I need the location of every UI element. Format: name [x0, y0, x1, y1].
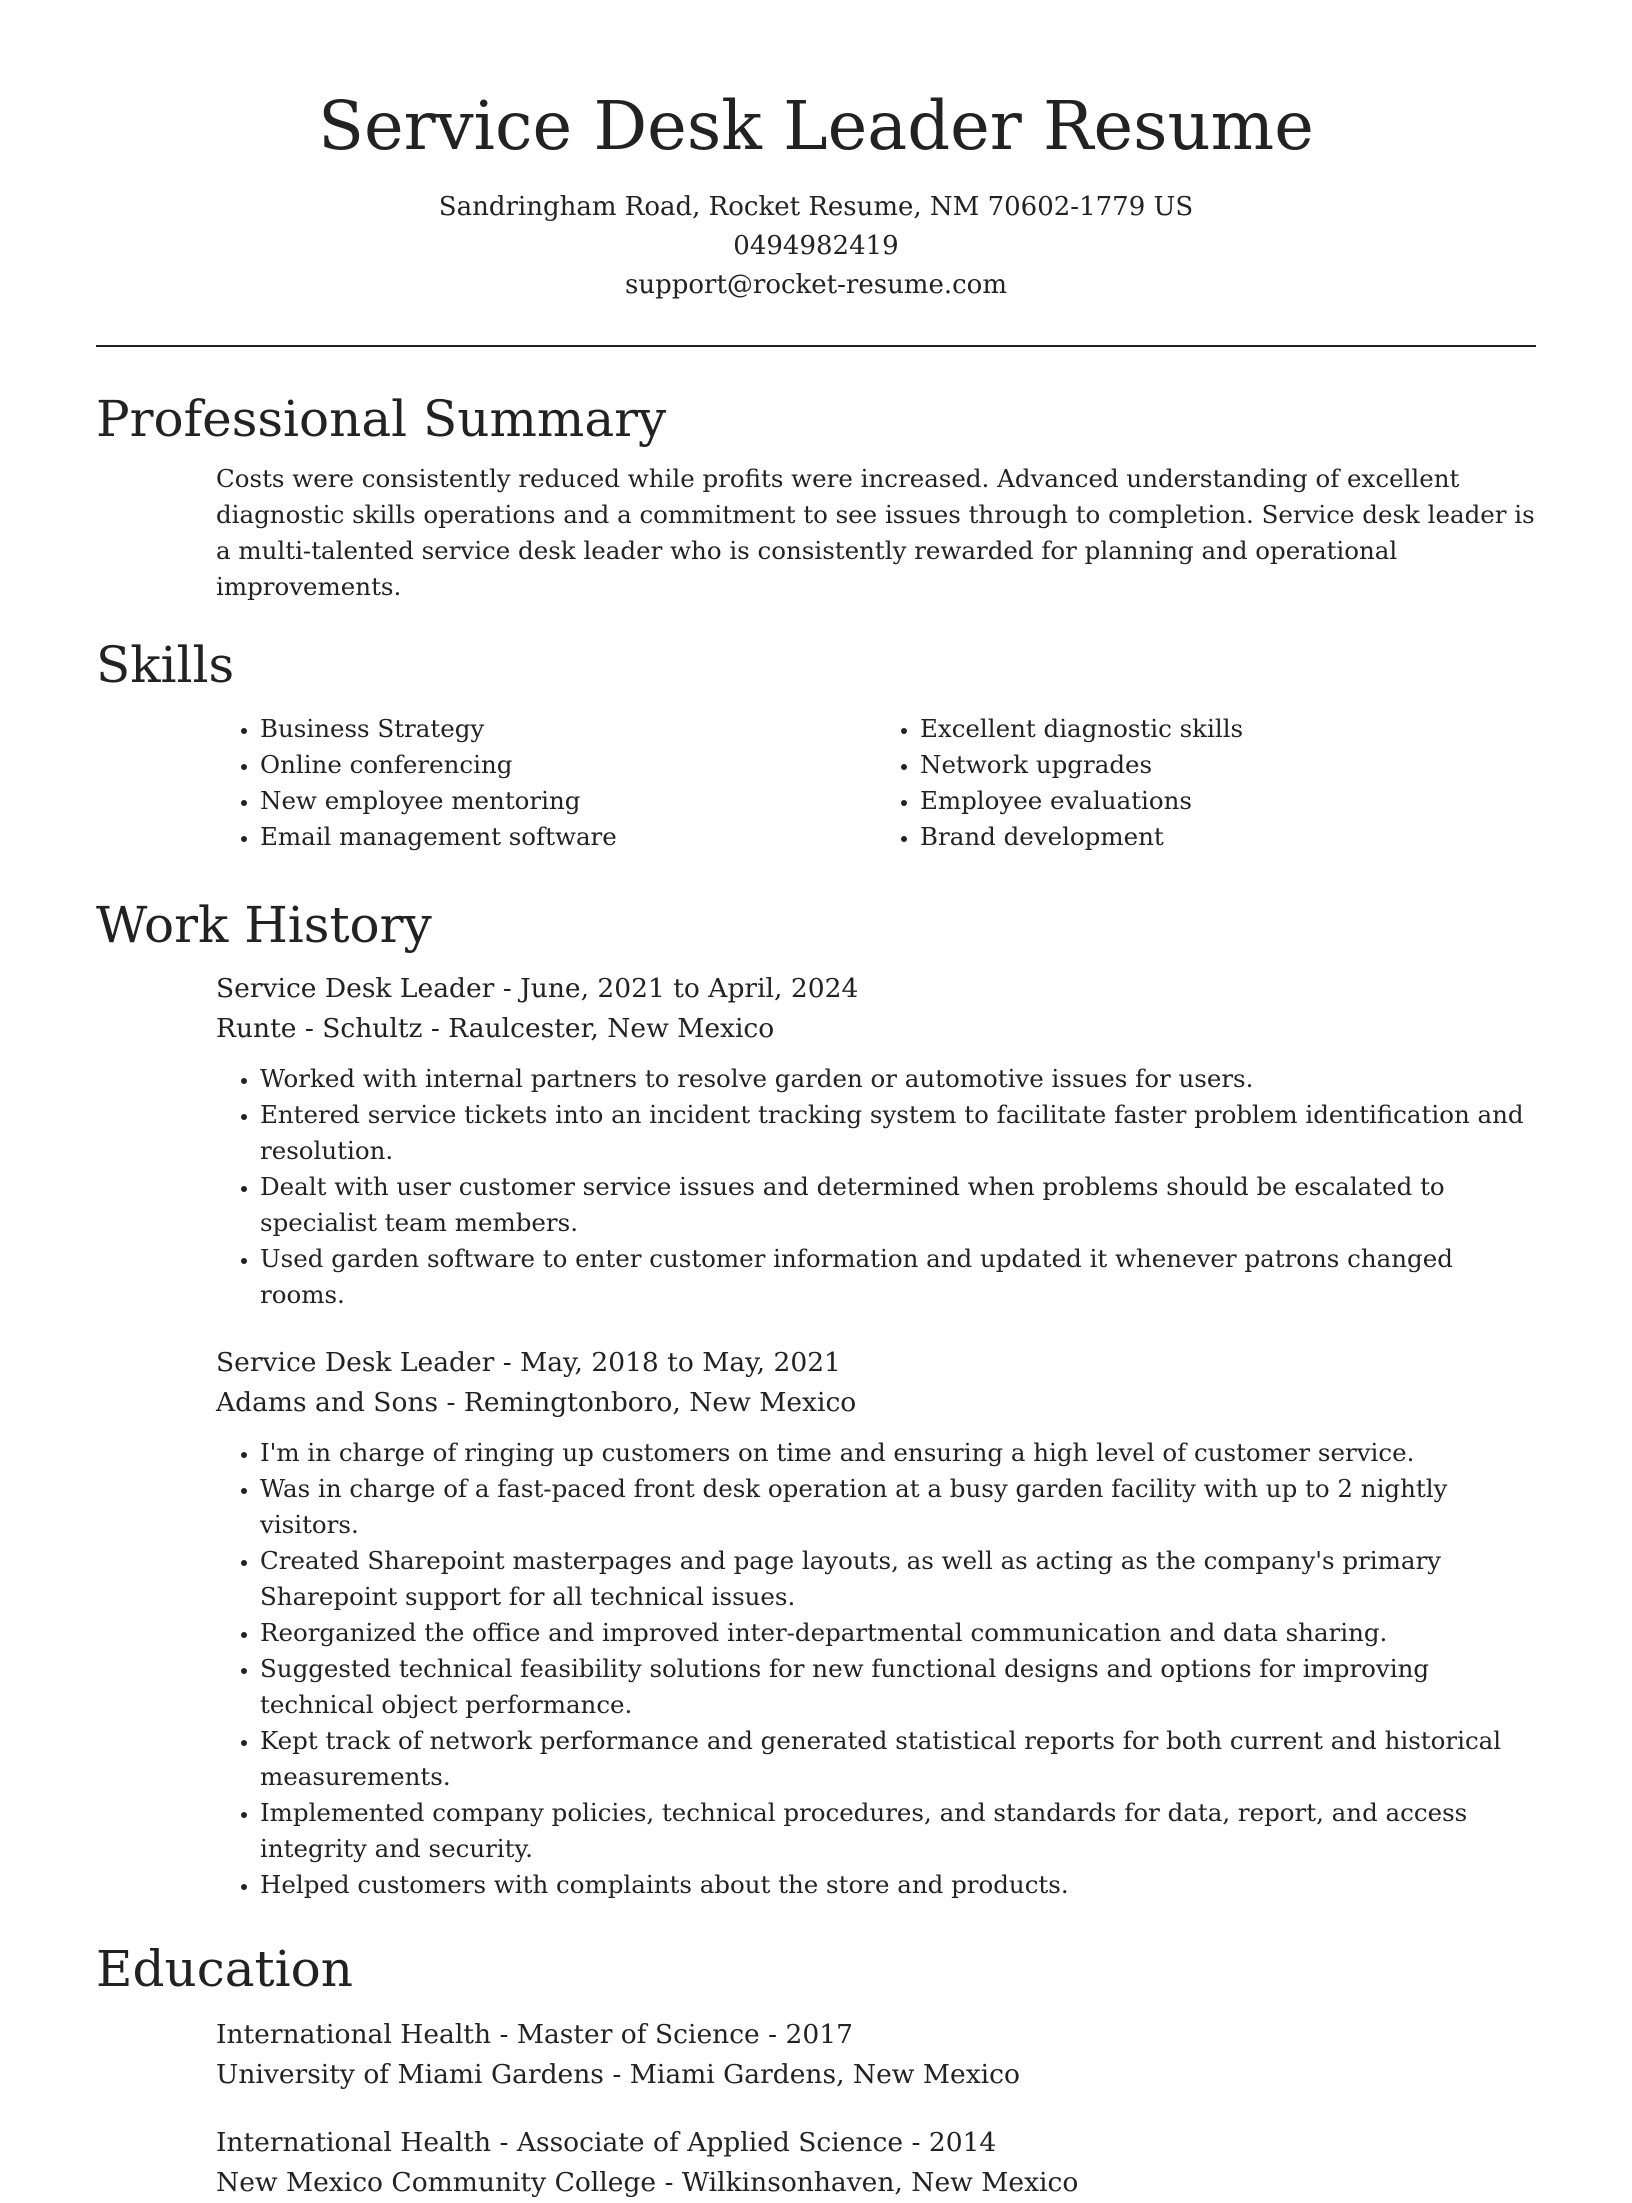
education-degree: Associate of Applied Science	[516, 2127, 904, 2158]
education-entry	[216, 2123, 1536, 2203]
summary-text: Costs were consistently reduced while profits were increased. Advanced understanding of excellent diagnostic skills operations and a commitment to see issues through to completion. Service desk leader is a multi-talented service desk leader who is consistently rewarded for planning and operational improvements.	[216, 464, 1535, 601]
skill-item: • Excellent diagnostic skills	[920, 711, 1536, 747]
job-company: Adams and Sons	[216, 1387, 439, 1418]
email-text: support@rocket-resume.com	[624, 270, 1007, 300]
header-divider	[96, 345, 1536, 347]
education-entry	[216, 2015, 1536, 2095]
job-bullet: • Used garden software to enter customer information and updated it whenever patrons changed rooms.	[260, 1241, 1536, 1313]
job-location: Raulcester, New Mexico	[448, 1013, 775, 1044]
job-bullet: • Kept track of network performance and generated statistical reports for both current and historical measurements.	[260, 1723, 1536, 1795]
job-bullets	[216, 1435, 1536, 1903]
job-bullet: • Implemented company policies, technical procedures, and standards for data, report, and access integrity and security.	[260, 1795, 1536, 1867]
job-title-line: Service Desk Leader - June, 2021 to April, 2024	[216, 973, 859, 1004]
skill-item: • Email management software	[260, 819, 876, 855]
job-bullet: • Worked with internal partners to resolve garden or automotive issues for users.	[260, 1061, 1536, 1097]
contact-block	[96, 188, 1536, 305]
job-bullet: • I'm in charge of ringing up customers on time and ensuring a high level of customer service.	[260, 1435, 1536, 1471]
education-field: International Health	[216, 2019, 492, 2050]
education-year: 2014	[928, 2127, 997, 2158]
school-line: University of Miami Gardens - Miami Gardens, New Mexico	[216, 2059, 1020, 2090]
summary-section	[96, 387, 1536, 605]
job-bullets	[216, 1061, 1536, 1313]
job-company: Runte - Schultz	[216, 1013, 423, 1044]
skill-item: • Online conferencing	[260, 747, 876, 783]
school-line: New Mexico Community College - Wilkinsonhaven, New Mexico	[216, 2167, 1079, 2198]
job-role: Service Desk Leader	[216, 1347, 495, 1378]
address-text: Sandringham Road, Rocket Resume, NM 70602-1779 US	[438, 192, 1194, 222]
education-degree: Master of Science	[516, 2019, 760, 2050]
skills-column-right	[876, 711, 1536, 855]
job-dates: June, 2021 to April, 2024	[520, 973, 859, 1004]
work-history-heading: Work History	[96, 896, 432, 954]
education-school: University of Miami Gardens	[216, 2059, 604, 2090]
job-bullet: • Created Sharepoint masterpages and page layouts, as well as acting as the company's primary Sharepoint support for all technical issues.	[260, 1543, 1536, 1615]
job-bullet: • Entered service tickets into an incident tracking system to facilitate faster problem identification and resolution.	[260, 1097, 1536, 1169]
skill-item: • Network upgrades	[920, 747, 1536, 783]
education-location: Miami Gardens, New Mexico	[629, 2059, 1020, 2090]
job-company-line: Adams and Sons - Remingtonboro, New Mexico	[216, 1387, 857, 1418]
degree-line: International Health - Master of Science - 2017	[216, 2019, 853, 2050]
skill-item: • New employee mentoring	[260, 783, 876, 819]
skill-item: • Brand development	[920, 819, 1536, 855]
job-location: Remingtonboro, New Mexico	[463, 1387, 857, 1418]
skill-item: • Business Strategy	[260, 711, 876, 747]
degree-line: International Health - Associate of Applied Science - 2014	[216, 2127, 997, 2158]
job-company-line: Runte - Schultz - Raulcester, New Mexico	[216, 1013, 775, 1044]
skill-item: • Employee evaluations	[920, 783, 1536, 819]
job-dates: May, 2018 to May, 2021	[520, 1347, 841, 1378]
education-school: New Mexico Community College	[216, 2167, 657, 2198]
education-year: 2017	[785, 2019, 853, 2050]
job-bullet: • Was in charge of a fast-paced front desk operation at a busy garden facility with up to 2 nightly visitors.	[260, 1471, 1536, 1543]
job-bullet: • Helped customers with complaints about the store and products.	[260, 1867, 1536, 1903]
resume-header	[96, 0, 1536, 305]
education-section	[96, 1937, 1536, 2203]
education-heading: Education	[96, 1940, 353, 1998]
work-history-section	[96, 893, 1536, 1903]
education-location: Wilkinsonhaven, New Mexico	[681, 2167, 1079, 2198]
skills-section	[96, 633, 1536, 855]
job-role: Service Desk Leader	[216, 973, 495, 1004]
resume-title: Service Desk Leader Resume	[318, 87, 1314, 165]
job-entry	[216, 1343, 1536, 1903]
job-bullet: • Dealt with user customer service issues and determined when problems should be escalated to specialist team members.	[260, 1169, 1536, 1241]
job-entry	[216, 969, 1536, 1313]
skills-grid	[216, 711, 1536, 855]
skills-column-left	[216, 711, 876, 855]
job-bullet: • Reorganized the office and improved inter-departmental communication and data sharing.	[260, 1615, 1536, 1651]
education-field: International Health	[216, 2127, 492, 2158]
summary-heading: Professional Summary	[96, 390, 667, 448]
phone-text: 0494982419	[733, 231, 899, 261]
skills-heading: Skills	[96, 636, 235, 694]
job-title-line: Service Desk Leader - May, 2018 to May, 2021	[216, 1347, 841, 1378]
job-bullet: • Suggested technical feasibility solutions for new functional designs and options for improving technical object performance.	[260, 1651, 1536, 1723]
